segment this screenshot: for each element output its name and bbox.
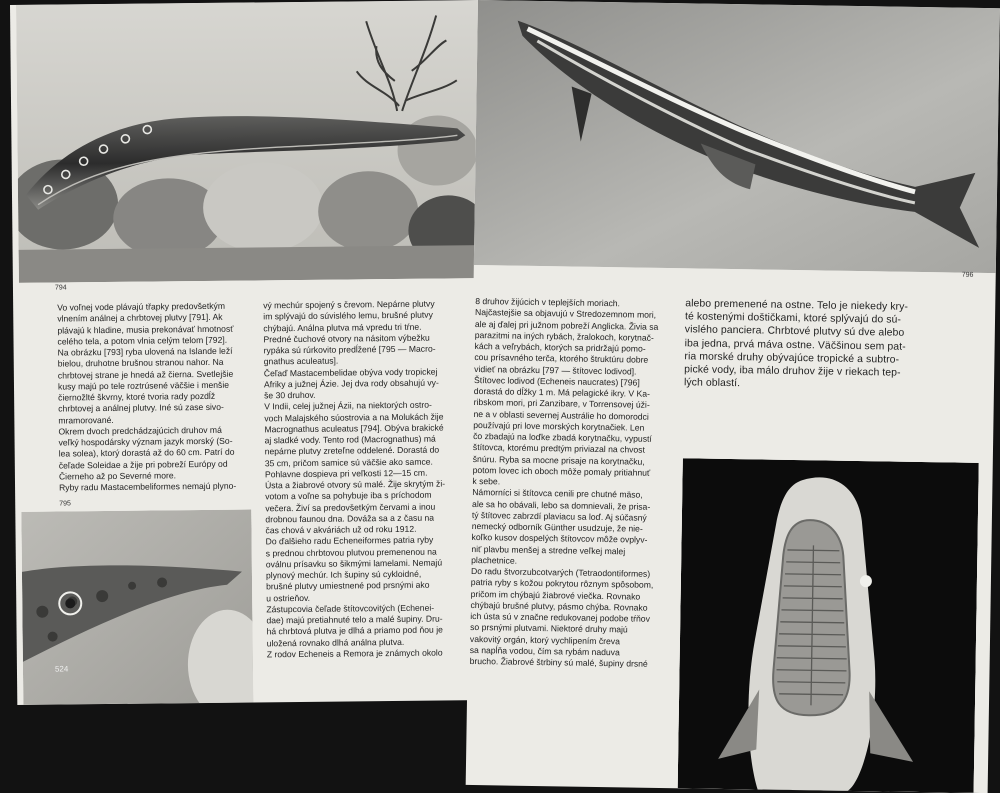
right-page-column-1 <box>470 296 676 670</box>
paragraph: Čeľaď Mastacembelidae obýva vody tropickej Afriky a južnej Ázie. Jej dva rody obsahujú vy- še 30 druhov. <box>263 366 439 401</box>
photo-794-spiny-eel <box>16 0 481 283</box>
figure-number-796: 796 <box>961 271 974 279</box>
right-page <box>466 0 1000 793</box>
paragraph: Do radu štvorzubcotvarých (Tetraodontiformes) patria ryby s kožou pokrytou rôznym spôsobom, pričom im chýbajú žiabrové viečka. Rovnako chýbajú brušné plutvy, pásmo chýba. Rovnako ich ústa sú v značne redukovanej podobe tŕňov so prsnými plutvami. Niektoré druhy majú vakovitý orgán, ktorý vychlipením čreva sa napĺňa vodou, čím sa rybám naduva brucho. Žiabrové štrbiny sú malé, šupiny drsné <box>469 565 654 669</box>
paragraph: 8 druhov žijúcich v teplejších moriach. Najčastejšie sa objavujú v Stredozemnom mori, ale aj ďalej pri južnom pobreží Anglicka. Živia sa parazitmi na iných rybách, žralokoch, korytnač- kách a veľrybách, ktorých sa pridržajú pomo- cou prísavného terča, ktorého štruktúru dobre vidieť na obrázku [797 — štítovec lodivod]. <box>474 295 659 377</box>
paragraph: vý mechúr spojený s črevom. Nepárne plutvy im splývajú do súvislého lemu, brušné plutvy chýbajú. Análna plutva má vpredu tri tŕne. Predné čuchové otvory na násitom výbežku rypáka sú rúrkovito predĺžené [795 — Macro- gnathus aculeatus]. <box>263 298 436 367</box>
paragraph: Na obrázku [793] ryba ulovená na Islande leží bielou, druhotne brušnou stranou nahor. Na chrbtovej strane je hnedá až čierna. Svetlejšie kusy majú po tele roztrúsené väčšie i menšie čiernožlté škvrny, ktoré tvoria rady pozdĺž chrbtovej a análnej plutvy. Iné sú zase sivo- mramorované. <box>57 345 234 426</box>
left-page-column-1 <box>57 300 255 493</box>
left-page-column-2 <box>263 298 477 660</box>
paragraph: Námorníci si štítovca cenili pre chutné mäso, ale sa ho obávali, lebo sa domnievali, že prisa- tý štítovec zabrzdí plaviacu sa loď. Aj súčasný nemecký odborník Günther usudzuje, že nie- koľko kusov dospelých štítovcov môže ovplyv- niť plavbu menšej a stredne veľkej malej plachetnice. <box>471 487 651 566</box>
right-page-column-2 <box>684 297 985 394</box>
figure-number-794: 794 <box>54 284 67 292</box>
figure-number-795: 795 <box>59 500 71 508</box>
paragraph: Vo voľnej vode plávajú třapky predovšetkým vlnením análnej a chrbtovej plutvy [791]. Ak plávajú k hladine, musia prekonávať hmotnosť celého tela, a potom vlnia celým telom [792]. <box>57 300 234 347</box>
photo-797-sucking-disc <box>678 458 979 793</box>
paragraph: Ryby radu Mastacembeliformes nemajú plyno- <box>59 480 237 493</box>
paragraph: Štítovec lodivod (Echeneis naucrates) [796] dorastá do dĺžky 1 m. Má pelagické ikry. V Ka- ribskom mori, pri Zanzibare, v Torrensovej úži- ne a v oblasti severnej Austrálie ho domorodci používajú pri love morských korytnačiek. Len čo zbadajú na loďke zbadá korytnačku, vypustí štítovca, ktorému predtým priviazal na chvost šnúru. Ryba sa mocne prisaje na korytnačku, potom lovec ich oboch môže pomaly pritiahnuť k sebe. <box>472 374 652 487</box>
paragraph: V Indii, celej južnej Ázii, na niektorých ostro- voch Malajského súostrovia a na Molukách žije Macrognathus aculeatus [794]. Obýva brakické aj sladké vody. Tento rod (Macrognathus) má nepárne plutvy zreteľne oddelené. Dorastá do 35 cm, pričom samice sú väčšie ako samce. Pohlavne dospieva pri veľkosti 12—15 cm. Ústa a žiabrové otvory sú malé. Žije skrytým ži- votom a voľne sa pohybuje iba s príchodom večera. Živí sa predovšetkým červami a inou drobnou faunou dna. Dováža sa a z času na čas chová v akváriách už od roku 1912. <box>264 399 446 536</box>
paragraph: Okrem dvoch predchádzajúcich druhov má veľký hospodársky význam jazyk morský (So- lea solea), ktorý dorastá až do 60 cm. Patrí do čeľade Soleidae a žije pri pobreží Európy od Čierneho až po Severné more. <box>58 424 235 482</box>
paragraph: alebo premenené na ostne. Telo je niekedy kry- té kostenými doštičkami, ktoré splývajú do sú- vislého panciera. Chrbtové plutvy sú dve alebo iba jedna, prvá máva ostne. Väčšinou sem pat- ria morské druhy obývajúce tropické a subtro- pické vody, iba málo druhov žije v riekach tep- lých oblastí. <box>683 298 909 390</box>
paragraph: Do ďalšieho radu Echeneiformes patria ryby s prednou chrbtovou plutvou premenenou na oválnu prísavku so šikmými lamelami. Nemajú plynový mechúr. Ich šupiny sú cykloidné, brušné plutvy umiestnené pod prsnými ako u ostrieňov. <box>265 534 443 603</box>
left-page <box>10 0 489 705</box>
photo-796-sharksucker <box>474 0 1000 273</box>
page-number: 524 <box>54 664 69 674</box>
paragraph: Zástupcovia čeľade štítovcovitých (Echenei- dae) majú pretiahnuté telo a malé šupiny. Dru- há chrbtová plutva je dlhá a priamo pod ňou je uložená rovnako dlhá análna plutva. <box>266 602 443 648</box>
photo-795-macrognathus-head <box>21 510 253 705</box>
paragraph: Z rodov Echeneis a Remora je známych okolo <box>266 647 443 660</box>
